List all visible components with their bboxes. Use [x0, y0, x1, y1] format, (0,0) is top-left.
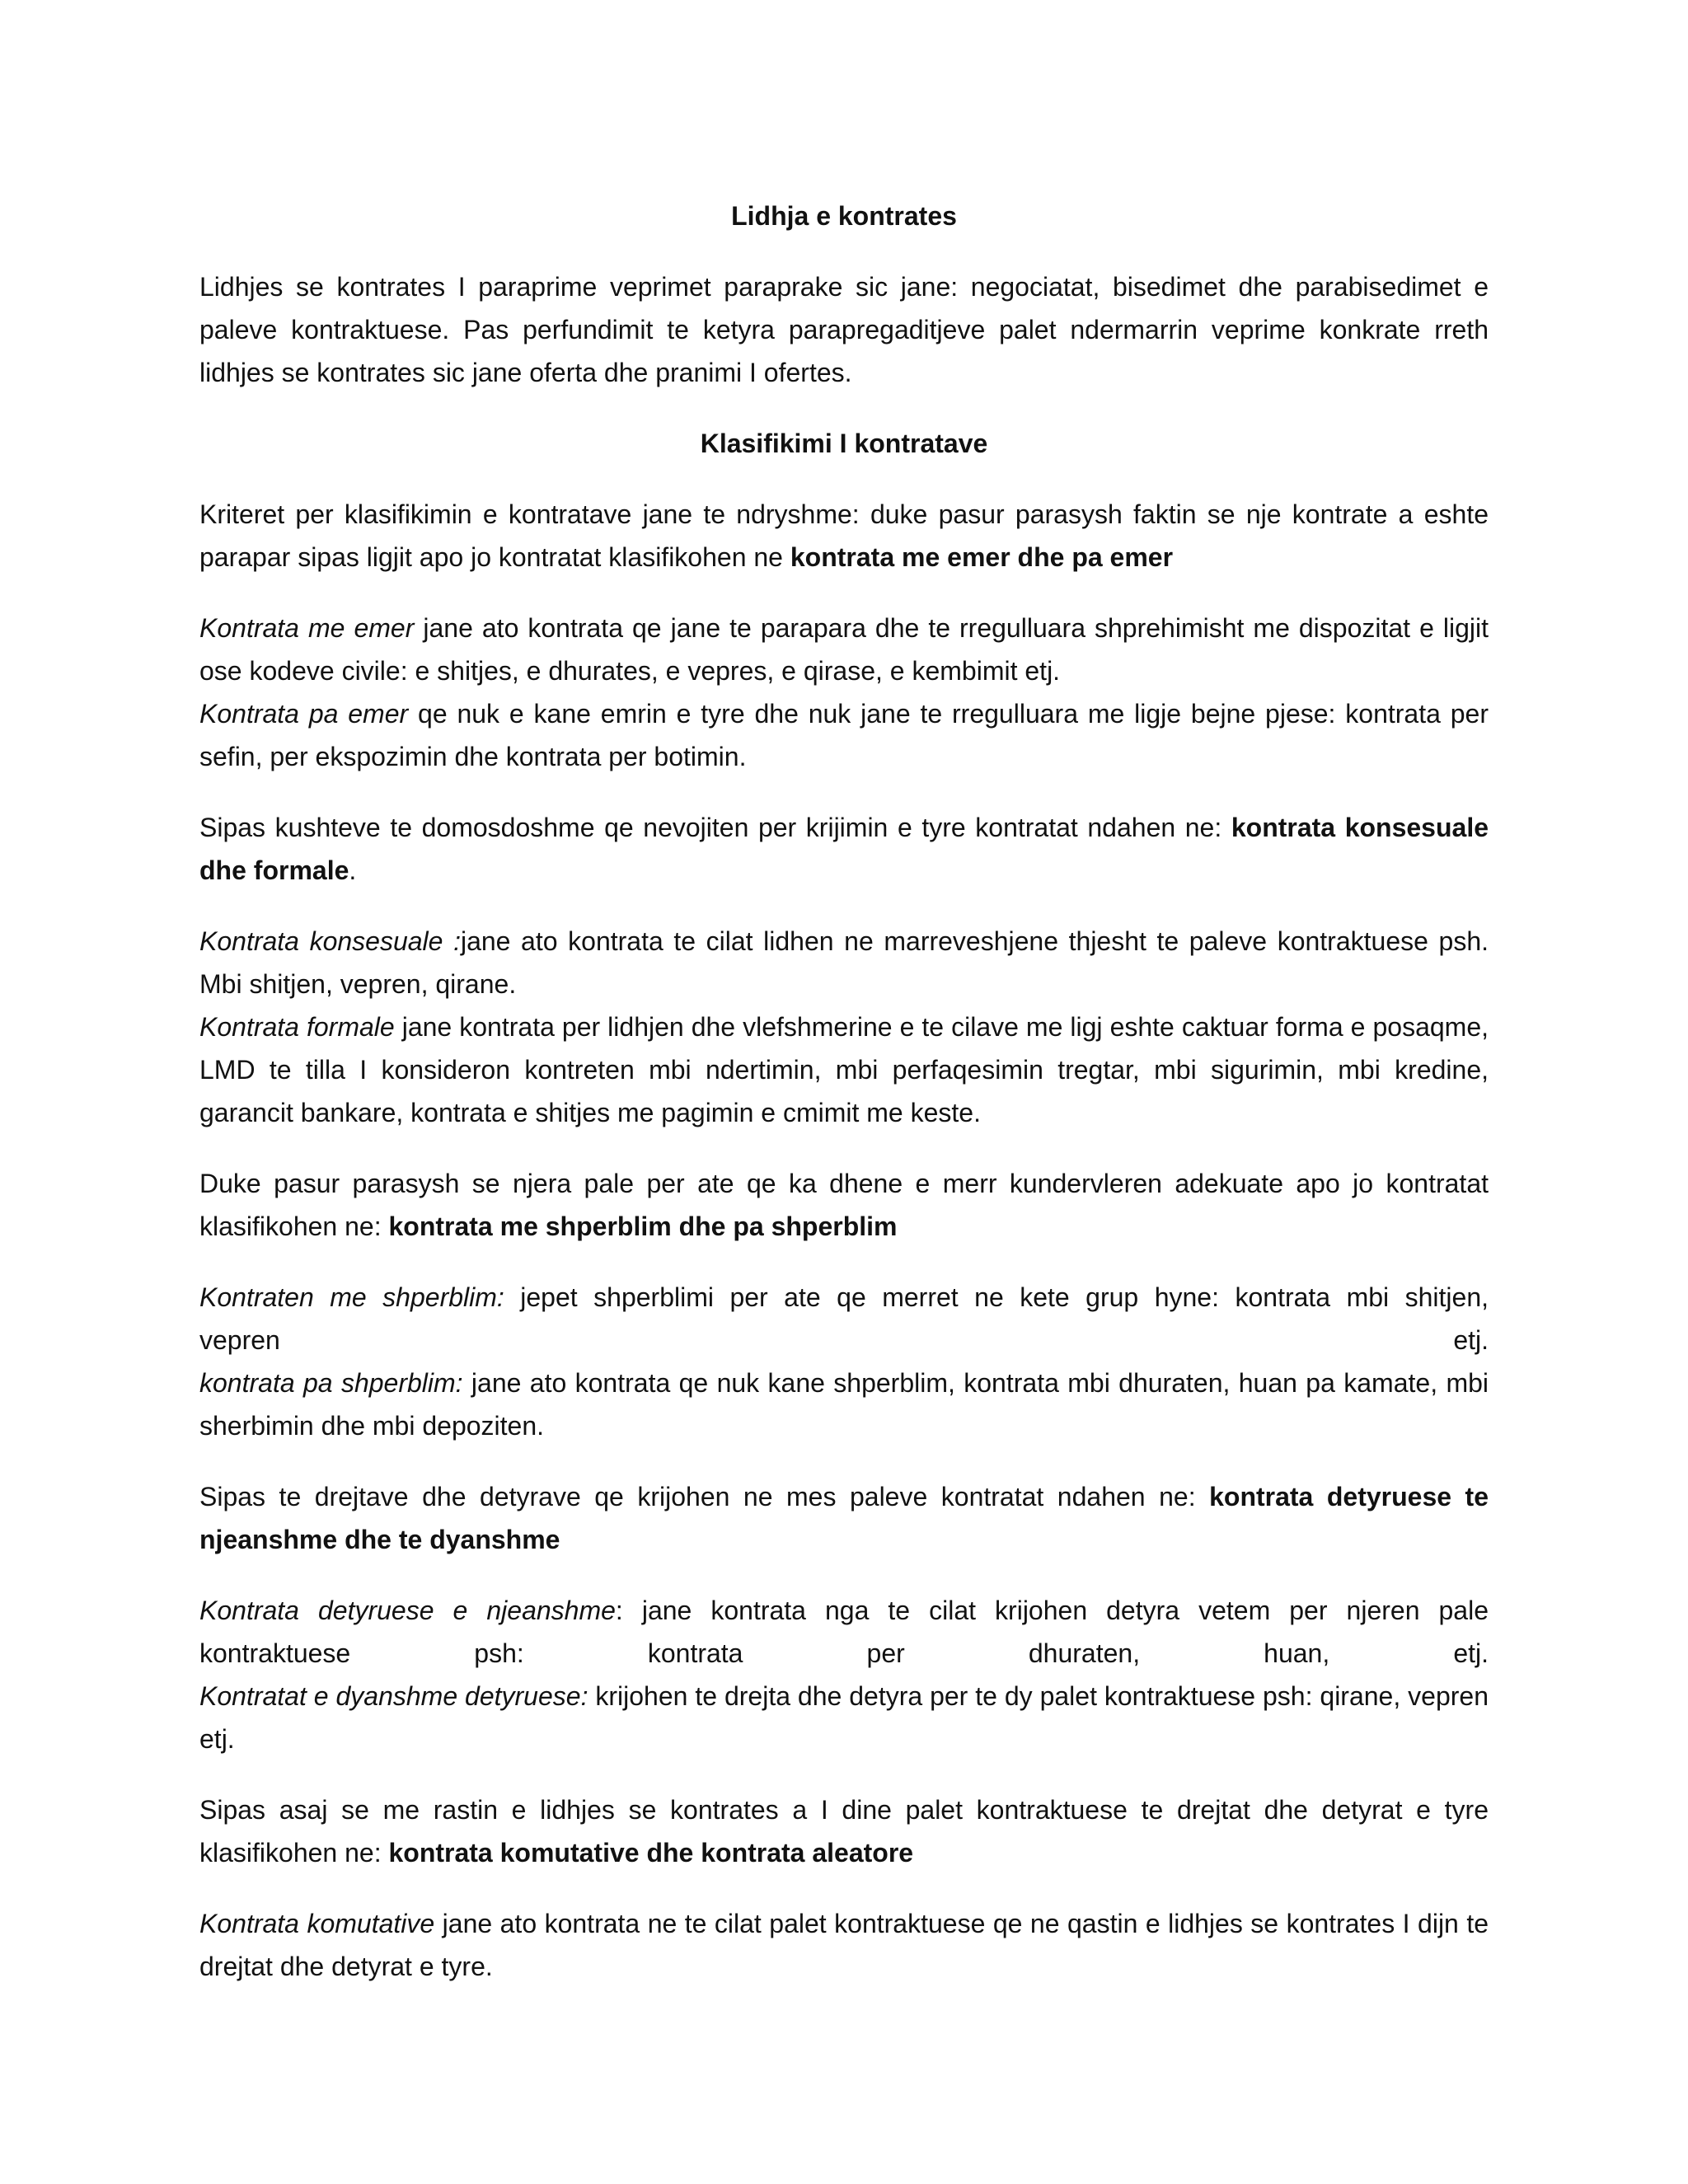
paragraph-lidhja: Lidhjes se kontrates I paraprime veprimet paraprake sic jane: negociatat, bisedimet dhe parabisedimet e paleve kontraktuese. Pas perfundimit te ketyra parapregaditjeve palet ndermarrin veprime konkrate rreth lidhjes se kontrates sic jane oferta dhe pranimi I ofertes.: [199, 272, 1489, 387]
bold-term: kontrata me emer dhe pa emer: [790, 542, 1174, 572]
definition-text: jane kontrata per lidhjen dhe vlefshmerine e te cilave me ligj eshte caktuar forma e posaqme, LMD te tilla I konsideron kontreten mbi ndertimin, mbi perfaqesimin tregtar, mbi sigurimin, mbi kredine, garancit bankare, kontrata e shitjes me pagimin e cmimit me keste.: [199, 1012, 1489, 1127]
definition-line: [199, 1361, 1489, 1447]
definition-text: krijohen te drejta dhe detyra per te dy palet kontraktuese psh: qirane, vepren etj.: [199, 1681, 1489, 1754]
definition-line: [199, 1675, 1489, 1760]
italic-term: Kontrata formale: [199, 1012, 395, 1042]
italic-term: Kontraten me shperblim:: [199, 1282, 504, 1312]
paragraph-text: Sipas kushteve te domosdoshme qe nevojiten per krijimin e tyre kontratat ndahen ne:: [199, 813, 1231, 842]
paragraph-njeanshme-dyanshme: [199, 1589, 1489, 1760]
bold-term: kontrata me shperblim dhe pa shperblim: [388, 1212, 898, 1241]
definition-text: qe nuk e kane emrin e tyre dhe nuk jane te rregulluara me ligje bejne pjese: kontrata per sefin, per ekspozimin dhe kontrata per botimin.: [199, 699, 1489, 771]
paragraph-text: Duke pasur parasysh se njera pale per ate qe ka dhene e merr kundervleren adekuate apo jo kontratat klasifikohen ne:: [199, 1169, 1489, 1241]
definition-line: [199, 920, 1489, 1005]
italic-term: Kontrata konsesuale :: [199, 926, 461, 956]
definition-line: [199, 692, 1489, 778]
paragraph-kundervleren: [199, 1162, 1489, 1248]
paragraph-text: Kriteret per klasifikimin e kontratave jane te ndryshme: duke pasur parasysh faktin se nje kontrate a eshte parapar sipas ligjit apo jo kontratat klasifikohen ne: [199, 499, 1489, 572]
heading-lidhja: Lidhja e kontrates: [731, 201, 957, 231]
definition-line: [199, 607, 1489, 692]
paragraph-komutative-aleatore: [199, 1788, 1489, 1874]
document-body: [199, 194, 1489, 2016]
bold-term: kontrata konsesuale dhe formale: [199, 813, 1489, 885]
definition-line: [199, 1589, 1489, 1632]
bold-term: kontrata detyruese te njeanshme dhe te dyanshme: [199, 1482, 1489, 1554]
italic-term: Kontratat e dyanshme detyruese:: [199, 1681, 588, 1711]
italic-term: Kontrata detyruese e njeanshme: [199, 1596, 616, 1625]
paragraph-shperblim: [199, 1276, 1489, 1447]
italic-term: Kontrata komutative: [199, 1909, 435, 1938]
definition-text: jepet shperblimi per ate qe merret ne kete grup hyne: kontrata mbi shitjen,: [504, 1282, 1489, 1312]
paragraph-kriteret: [199, 493, 1489, 579]
paragraph-end: .: [349, 855, 357, 885]
paragraph-text: Sipas te drejtave dhe detyrave qe krijohen ne mes paleve kontratat ndahen ne:: [199, 1482, 1210, 1511]
definition-line: [199, 1276, 1489, 1319]
paragraph-kontrata-emer: [199, 607, 1489, 778]
definition-text: jane ato kontrata ne te cilat palet kontraktuese qe ne qastin e lidhjes se kontrates I dijn te drejtat dhe detyrat e tyre.: [199, 1909, 1489, 1981]
italic-term: Kontrata pa emer: [199, 699, 409, 729]
heading-klasifikimi: Klasifikimi I kontratave: [700, 429, 988, 458]
paragraph-konsesuale-formale: [199, 920, 1489, 1134]
definition-line: vepren etj.: [199, 1325, 1489, 1355]
paragraph-komutative: [199, 1902, 1489, 1988]
definition-text: : jane kontrata nga te cilat krijohen detyra vetem per njeren pale: [615, 1596, 1489, 1625]
paragraph-kushteve: [199, 806, 1489, 892]
definition-text: jane ato kontrata qe nuk kane shperblim, kontrata mbi dhuraten, huan pa kamate, mbi sherbimin dhe mbi depoziten.: [199, 1368, 1489, 1441]
bold-term: kontrata komutative dhe kontrata aleatore: [388, 1838, 914, 1868]
paragraph-text: Sipas asaj se me rastin e lidhjes se kontrates a I dine palet kontraktuese te drejtat dhe detyrat e tyre klasifikohen ne:: [199, 1795, 1489, 1868]
definition-text: jane ato kontrata te cilat lidhen ne marreveshjene thjesht te paleve kontraktuese psh. Mbi shitjen, vepren, qirane.: [199, 926, 1489, 999]
definition-text: jane ato kontrata qe jane te parapara dhe te rregulluara shprehimisht me dispozitat e ligjit ose kodeve civile: e shitjes, e dhurates, e vepres, e qirase, e kembimit etj.: [199, 613, 1489, 686]
paragraph-detyrave: [199, 1475, 1489, 1561]
definition-line: [199, 1005, 1489, 1134]
italic-term: kontrata pa shperblim:: [199, 1368, 463, 1398]
italic-term: Kontrata me emer: [199, 613, 415, 643]
definition-line: kontraktuese psh: kontrata per dhuraten, huan, etj.: [199, 1638, 1489, 1668]
